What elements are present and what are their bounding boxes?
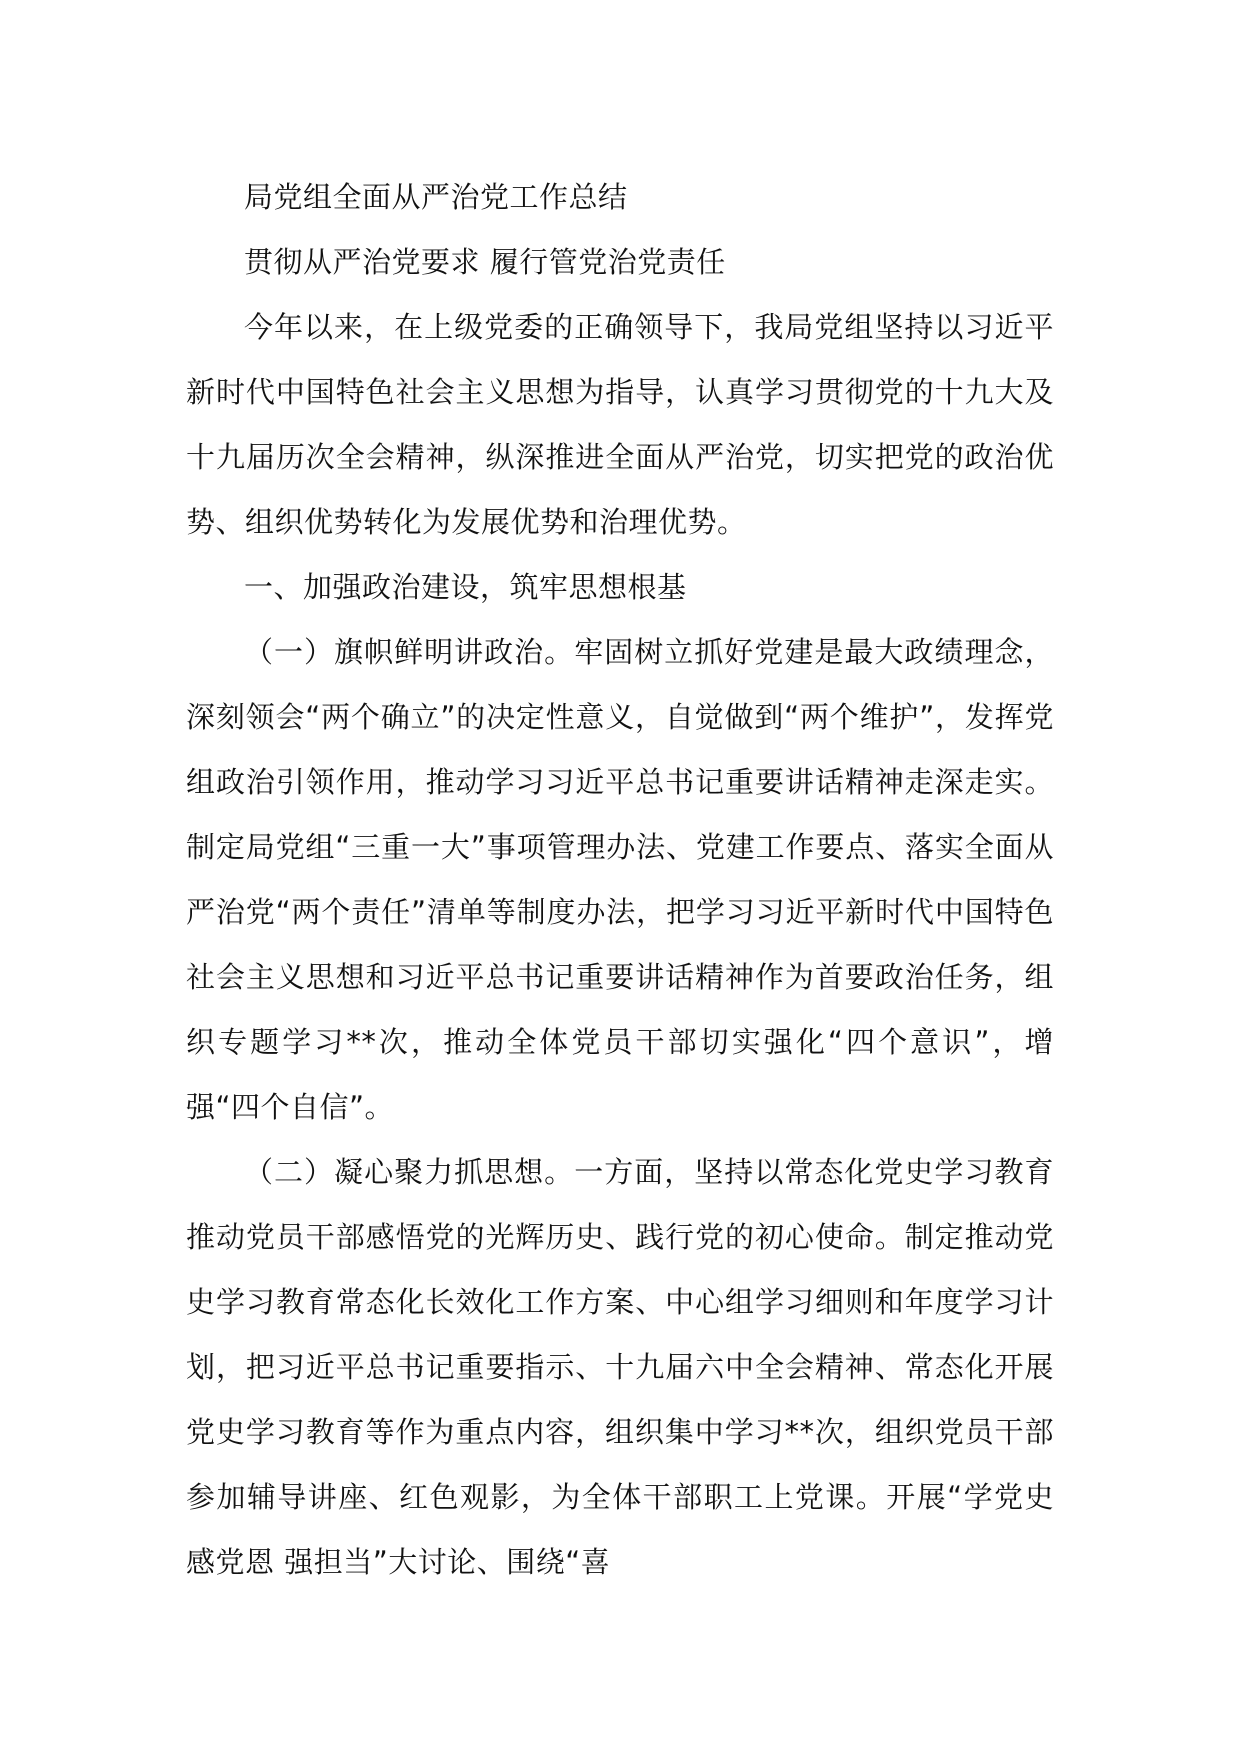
body-paragraph: （二）凝心聚力抓思想。一方面，坚持以常态化党史学习教育推动党员干部感悟党的光辉历史、践行党的初心使命。制定推动党史学习教育常态化长效化工作方案、中心组学习细则和年度学习计划，把习近平总书记重要指示、十九届六中全会精神、常态化开展党史学习教育等作为重点内容，组织集中学习**次，组织党员干部参加辅导讲座、红色观影，为全体干部职工上党课。开展“学党史 感党恩 强担当”大讨论、围绕“喜 [186,1155,1054,1579]
document-title: 局党组全面从严治党工作总结 [244,180,628,214]
document-body [186,165,1054,1595]
document-subtitle: 贯彻从严治党要求 履行管党治党责任 [244,245,726,279]
body-paragraph: （一）旗帜鲜明讲政治。牢固树立抓好党建是最大政绩理念，深刻领会“两个确立”的决定性意义，自觉做到“两个维护”，发挥党组政治引领作用，推动学习习近平总书记重要讲话精神走深走实。制定局党组“三重一大”事项管理办法、党建工作要点、落实全面从严治党“两个责任”清单等制度办法，把学习习近平新时代中国特色社会主义思想和习近平总书记重要讲话精神作为首要政治任务，组织专题学习**次，推动全体党员干部切实强化“四个意识”，增强“四个自信”。 [186,635,1054,1124]
intro-paragraph: 今年以来，在上级党委的正确领导下，我局党组坚持以习近平新时代中国特色社会主义思想为指导，认真学习贯彻党的十九大及十九届历次全会精神，纵深推进全面从严治党，切实把党的政治优势、组织优势转化为发展优势和治理优势。 [186,310,1054,539]
section-heading: 一、加强政治建设，筑牢思想根基 [244,570,687,604]
